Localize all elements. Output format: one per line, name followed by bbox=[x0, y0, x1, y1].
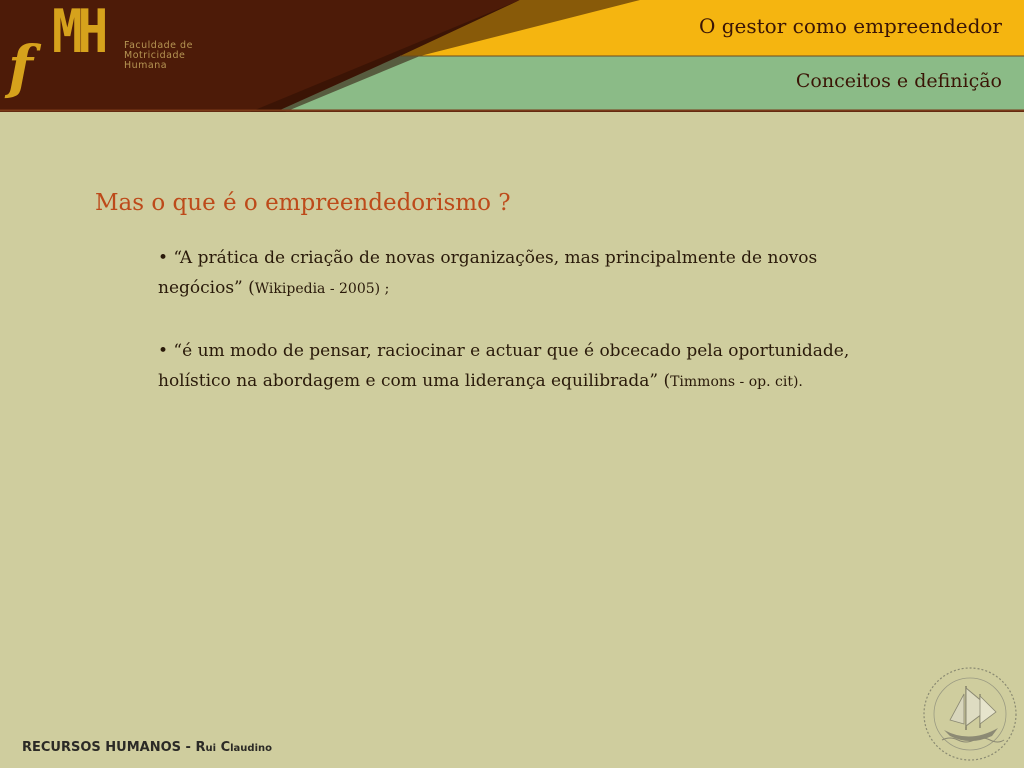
logo-line: Faculdade de bbox=[124, 40, 193, 51]
logo-line: Humana bbox=[124, 60, 168, 71]
definition-reference: Timmons - op. cit). bbox=[670, 374, 803, 390]
slide-section-title: O gestor como empreendedor bbox=[698, 14, 1002, 38]
definition-bullet bbox=[158, 243, 878, 304]
definition-reference: Wikipedia - 2005) ; bbox=[254, 281, 390, 297]
footer-course: RECURSOS HUMANOS - bbox=[22, 740, 191, 755]
logo-line: Motricidade bbox=[124, 50, 186, 61]
definition-text: • “é um modo de pensar, raciocinar e actuar que é obcecado pela oportunidade, holístico na abordagem e com uma liderança equilibrada” ( bbox=[158, 341, 850, 391]
footer-course-author bbox=[22, 740, 272, 755]
logo-mh-letters: MH bbox=[52, 0, 104, 67]
footer-author-initial: R bbox=[195, 740, 206, 755]
logo-f-letter: f bbox=[8, 33, 33, 101]
university-caravel-seal-icon bbox=[920, 664, 1020, 764]
definition-list bbox=[158, 243, 878, 429]
definition-text: • “A prática de criação de novas organizações, mas principalmente de novos negócios” ( bbox=[158, 248, 818, 298]
logo-institution-name bbox=[124, 41, 193, 71]
footer-author-rest: laudino bbox=[230, 743, 272, 754]
slide-section-subtitle: Conceitos e definição bbox=[795, 70, 1002, 92]
header-banner bbox=[0, 0, 1024, 112]
footer-author-rest: ui bbox=[205, 743, 217, 754]
content-heading: Mas o que é o empreendedorismo ? bbox=[95, 190, 511, 216]
definition-bullet bbox=[158, 336, 878, 397]
footer-author-initial: C bbox=[220, 740, 231, 755]
